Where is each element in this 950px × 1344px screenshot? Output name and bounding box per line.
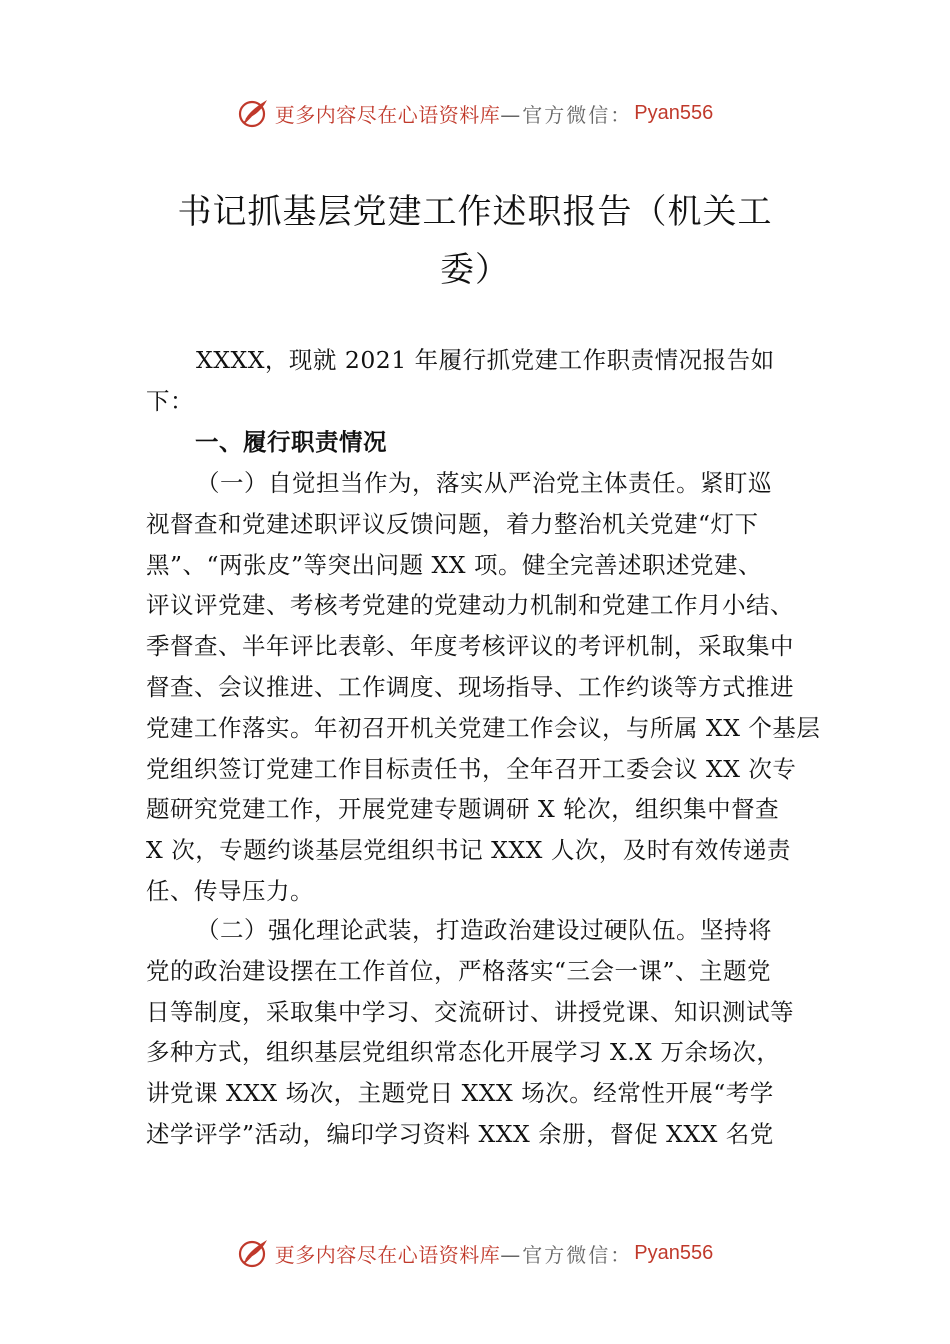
paragraph-line: 党建工作落实。年初召开机关党建工作会议，与所属 XX 个基层 [146,713,821,742]
paragraph-line: 任、传导压力。 [146,876,314,905]
title-line-1: 书记抓基层党建工作述职报告（机关工 [177,192,773,232]
quill-logo-icon [237,1236,271,1270]
watermark-banner-top [0,93,950,133]
paragraph-line: 多种方式，组织基层党组织常态化开展学习 X.X 万余场次， [146,1038,781,1067]
intro-paragraph [146,340,828,422]
watermark-label: —官方微信： [500,102,633,127]
paragraph-line: 题研究党建工作，开展党建专题调研 X 轮次，组织集中督查 [146,795,780,824]
watermark-banner-bottom [0,1233,950,1273]
paragraph-line: 黑”、“两张皮”等突出问题 XX 项。健全完善述职述党建、 [146,550,762,579]
paragraph-line: （一）自觉担当作为，落实从严治党主体责任。紧盯巡 [196,469,772,497]
paragraph-line: 党组织签订党建工作目标责任书，全年召开工委会议 XX 次专 [146,754,797,783]
paragraph-line: 督查、会议推进、工作调度、现场指导、工作约谈等方式推进 [146,672,794,701]
watermark-wechat-id: Pyan556 [634,1241,714,1264]
paragraph-2 [146,910,806,1155]
paragraph-1 [146,463,828,912]
document-title [145,183,805,299]
paragraph-line: 讲党课 XXX 场次，主题党日 XXX 场次。经常性开展“考学 [146,1079,774,1108]
paragraph-line: X 次，专题约谈基层党组织书记 XXX 人次，及时有效传递责 [146,836,791,865]
paragraph-line: 日等制度，采取集中学习、交流研讨、讲授党课、知识测试等 [146,997,794,1026]
quill-logo-icon [237,96,271,130]
watermark-wechat-id: Pyan556 [634,101,714,124]
section-heading: 一、履行职责情况 [195,428,387,456]
paragraph-line: 季督查、半年评比表彰、年度考核评议的考评机制，采取集中 [146,632,794,661]
watermark-text: 更多内容尽在心语资料库 [274,1242,501,1267]
paragraph-line: 党的政治建设摆在工作首位，严格落实“三会一课”、主题党 [146,956,772,985]
watermark-text: 更多内容尽在心语资料库 [274,102,501,127]
paragraph-line: 评议评党建、考核考党建的党建动力机制和党建工作月小结、 [146,591,794,620]
watermark-label: —官方微信： [500,1242,633,1267]
title-line-2: 委） [440,250,510,290]
paragraph-line: 视督查和党建述职评议反馈问题，着力整治机关党建“灯下 [146,509,759,538]
paragraph-line: 述学评学”活动，编印学习资料 XXX 余册，督促 XXX 名党 [146,1119,774,1148]
intro-line: XXXX，现就 2021 年履行抓党建工作职责情况报告如 [196,346,775,374]
paragraph-line: （二）强化理论武装，打造政治建设过硬队伍。坚持将 [196,916,772,944]
intro-line: 下： [146,386,194,415]
